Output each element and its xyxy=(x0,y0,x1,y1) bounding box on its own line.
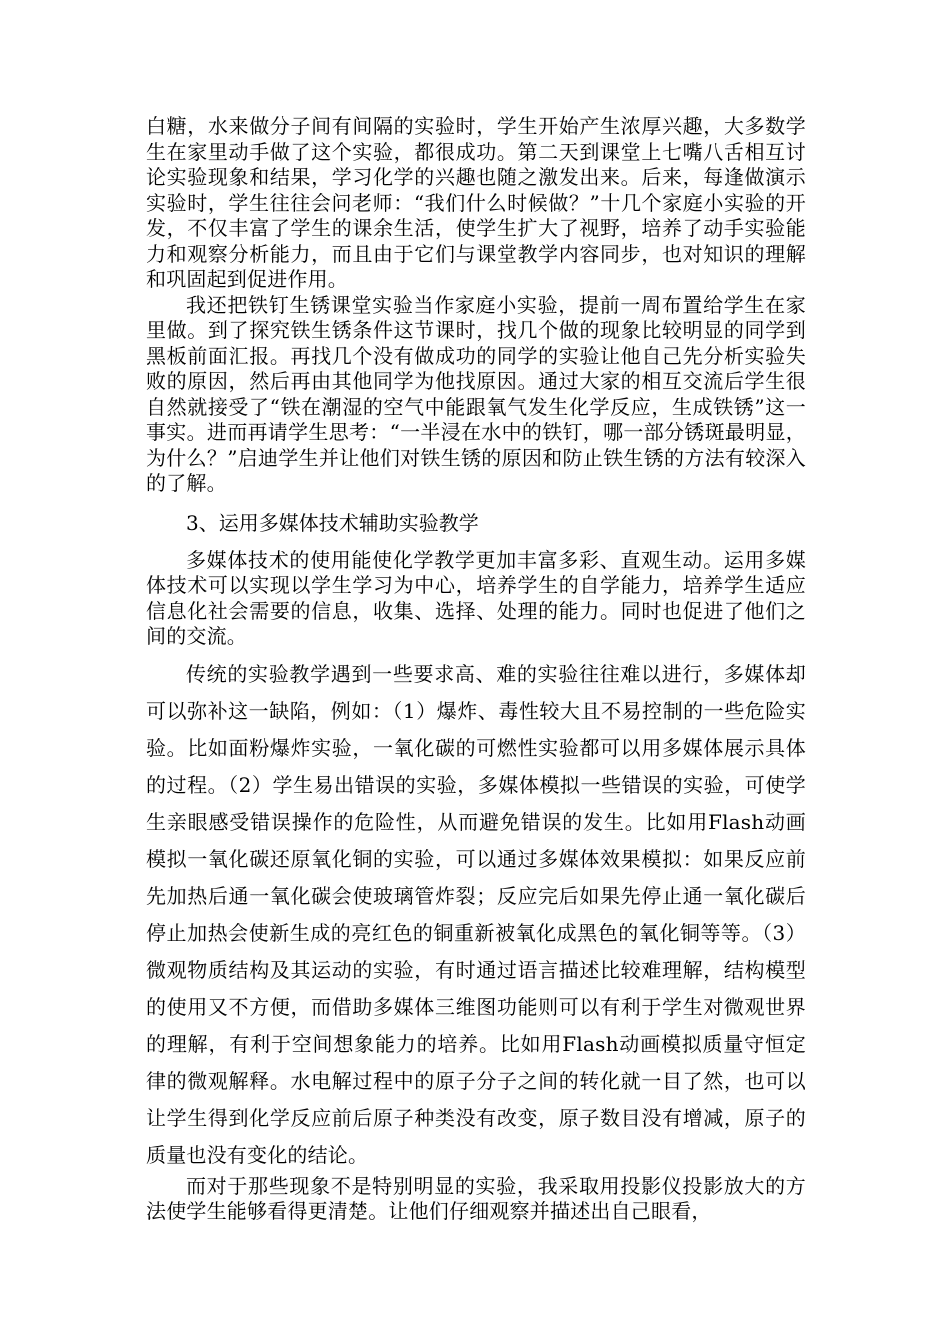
paragraph-home-experiments: 白糖，水来做分子间有间隔的实验时，学生开始产生浓厚兴趣，大多数学生在家里动手做了这个实验，都很成功。第二天到课堂上七嘴八舌相互讨论实验现象和结果，学习化学的兴趣也随之激发出来。后来，每逢做演示实验时，学生往往会问老师：“我们什么时候做？”十几个家庭小实验的开发，不仅丰富了学生的课余生活，使学生扩大了视野，培养了动手实验能力和观察分析能力，而且由于它们与课堂教学内容同步，也对知识的理解和巩固起到促进作用。 xyxy=(146,114,806,291)
paragraph-multimedia-intro: 多媒体技术的使用能使化学教学更加丰富多彩、直观生动。运用多媒体技术可以实现以学生学习为中心，培养学生的自学能力，培养学生适应信息化社会需要的信息，收集、选择、处理的能力。同时也促进了他们之间的交流。 xyxy=(146,547,806,648)
section-heading-multimedia: 3、运用多媒体技术辅助实验教学 xyxy=(186,510,479,535)
paragraph-multimedia-examples: 传统的实验教学遇到一些要求高、难的实验往往难以进行，多媒体却可以弥补这一缺陷，例如：（1）爆炸、毒性较大且不易控制的一些危险实验。比如面粉爆炸实验，一氧化碳的可燃性实验都可以用多媒体展示具体的过程。（2）学生易出错误的实验，多媒体模拟一些错误的实验，可使学生亲眼感受错误操作的危险性，从而避免错误的发生。比如用Flash动画模拟一氧化碳还原氧化铜的实验，可以通过多媒体效果模拟：如果反应前先加热后通一氧化碳会使玻璃管炸裂；反应完后如果先停止通一氧化碳后停止加热会使新生成的亮红色的铜重新被氧化成黑色的氧化铜等等。（3）微观物质结构及其运动的实验，有时通过语言描述比较难理解，结构模型的使用又不方便，而借助多媒体三维图功能则可以有利于学生对微观世界的理解，有利于空间想象能力的培养。比如用Flash动画模拟质量守恒定律的微观解释。水电解过程中的原子分子之间的转化就一目了然，也可以让学生得到化学反应前后原子种类没有改变，原子数目没有增减，原子的质量也没有变化的结论。 xyxy=(146,661,806,1167)
document-page xyxy=(146,114,806,1225)
paragraph-projector: 而对于那些现象不是特别明显的实验，我采取用投影仪投影放大的方法使学生能够看得更清楚。让他们仔细观察并描述出自己眼看， xyxy=(146,1173,806,1223)
paragraph-iron-rust: 我还把铁钉生锈课堂实验当作家庭小实验，提前一周布置给学生在家里做。到了探究铁生锈条件这节课时，找几个做的现象比较明显的同学到黑板前面汇报。再找几个没有做成功的同学的实验让他自己先分析实验失败的原因，然后再由其他同学为他找原因。通过大家的相互交流后学生很自然就接受了“铁在潮湿的空气中能跟氧气发生化学反应，生成铁锈”这一事实。进而再请学生思考：“一半浸在水中的铁钉，哪一部分锈斑最明显，为什么？”启迪学生并让他们对铁生锈的原因和防止铁生锈的方法有较深入的了解。 xyxy=(146,292,806,495)
